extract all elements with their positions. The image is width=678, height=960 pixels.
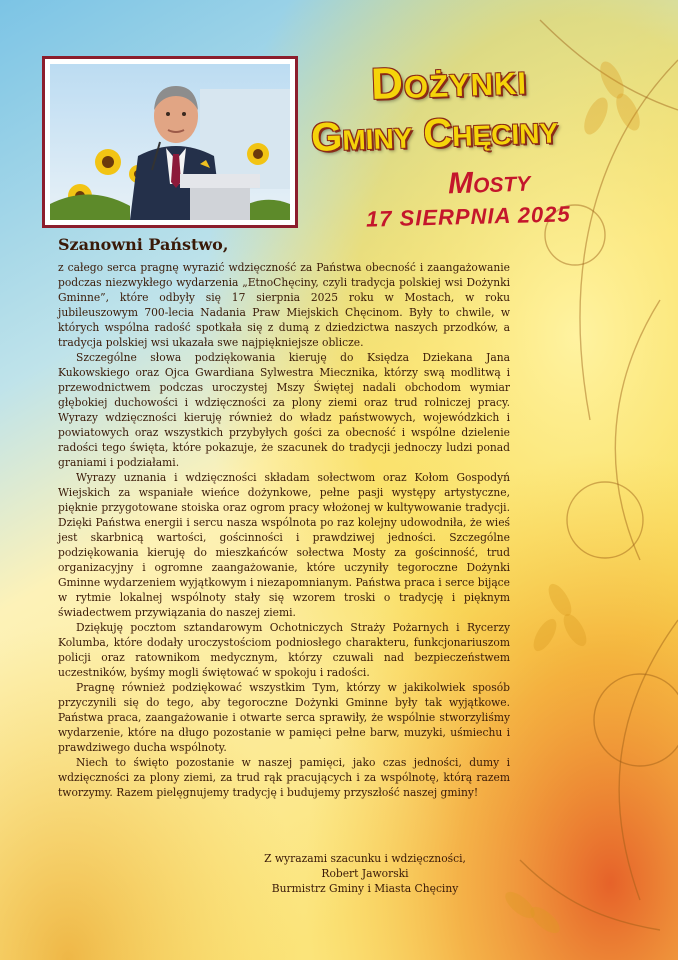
paragraph-5: Pragnę również podziękować wszystkim Tym, którzy w jakikolwiek sposób przyczynili się do tego, aby tegoroczne Dożynki Gminne były tak wyjątkowe. Państwa praca, zaangażowanie i otwarte serca sprawiły, że wspólnie stworzyliśmy wydarzenie, które na długo pozostanie w pamięci pełne barw, muzyki, uśmiechu i prawdziwego ducha wspólnoty.: [58, 681, 510, 754]
signature-closing: Z wyrazami szacunku i wdzięczności,: [264, 852, 466, 865]
signature-block: [200, 851, 530, 896]
letter-body: [58, 260, 510, 800]
signature-role: Burmistrz Gminy i Miasta Chęciny: [271, 882, 459, 895]
paragraph-2: Szczególne słowa podziękowania kieruję do Księdza Dziekana Jana Kukowskiego oraz Ojca Gwardiana Sylwestra Miecznika, którzy swą modlitwą i przewodnictwem podczas uroczystej Mszy Świętej nadali obchodom wymiar głębokiej duchowości i wdzięczności za plony ziemi oraz trud rolniczej pracy. Wyrazy wdzięczności kieruję również do władz państwowych, wojewódzkich i powiatowych oraz wszystkich przybyłych gości za obecność i wspólne dzielenie radości tego święta, które pokazuje, że szacunek do tradycji jednoczy ludzi ponad graniami i podziałami.: [58, 351, 510, 469]
photo-frame: [42, 56, 298, 228]
signature-name: Robert Jaworski: [321, 867, 409, 880]
event-date: 17 SIERPNIA 2025: [365, 201, 572, 232]
title-gmina: Gminy Chęciny: [310, 107, 559, 161]
paragraph-1: z całego serca pragnę wyrazić wdzięczność za Państwa obecność i zaangażowanie podczas niezwykłego wydarzenia „EtnoChęciny, czyli tradycja polskiej wsi Dożynki Gminne”, które odbyły się 17 sierpnia 2025 roku w Mostach, w roku jubileuszowym 700-lecia Nadania Praw Miejskich Chęcinom. Były to chwile, w których wspólna radość spotkała się z dumą z dziedzictwa naszych przodków, a tradycja polskiej wsi ukazała swe najpiękniejsze oblicze.: [58, 261, 510, 349]
title-dozynki: Dożynki: [370, 54, 528, 110]
speaker-photo: [50, 64, 290, 220]
letter-greeting: Szanowni Państwo,: [58, 235, 229, 254]
paragraph-3: Wyrazy uznania i wdzięczności składam sołectwom oraz Kołom Gospodyń Wiejskich za wspaniałe wieńce dożynkowe, pełne pasji występy artystyczne, pięknie przygotowane stoiska oraz ogrom pracy włożonej w kultywowanie tradycji. Dzięki Państwa energii i sercu nasza wspólnota po raz kolejny udowodniła, że wieś jest skarbnicą wartości, gościnności i prawdziwej jedności. Szczególne podziękowania kieruję do mieszkańców sołectwa Mosty za gościnność, trud organizacyjny i ogromne zaangażowanie, które uczyniły tegoroczne Dożynki Gminne wydarzeniem wyjątkowym i niezapomnianym. Państwa praca i serce bijące w rytmie lokalnej wspólnoty stały się wzorem troski o tradycję i pięknym świadectwem przywiązania do naszej ziemi.: [58, 471, 510, 619]
title-location: Mosty: [447, 164, 531, 201]
paragraph-4: Dziękuję pocztom sztandarowym Ochotniczych Straży Pożarnych i Rycerzy Kolumba, które dodały uroczystościom podniosłego charakteru, funkcjonariuszom policji oraz ratownikom medycznym, którzy czuwali nad bezpieczeństwem uczestników, byśmy mogli świętować w spokoju i radości.: [58, 621, 510, 679]
paragraph-6: Niech to święto pozostanie w naszej pamięci, jako czas jedności, dumy i wdzięczności za plony ziemi, za trud rąk pracujących i za wspólnotę, którą razem tworzymy. Razem pielęgnujemy tradycję i budujemy przyszłość naszej gminy!: [58, 756, 510, 799]
